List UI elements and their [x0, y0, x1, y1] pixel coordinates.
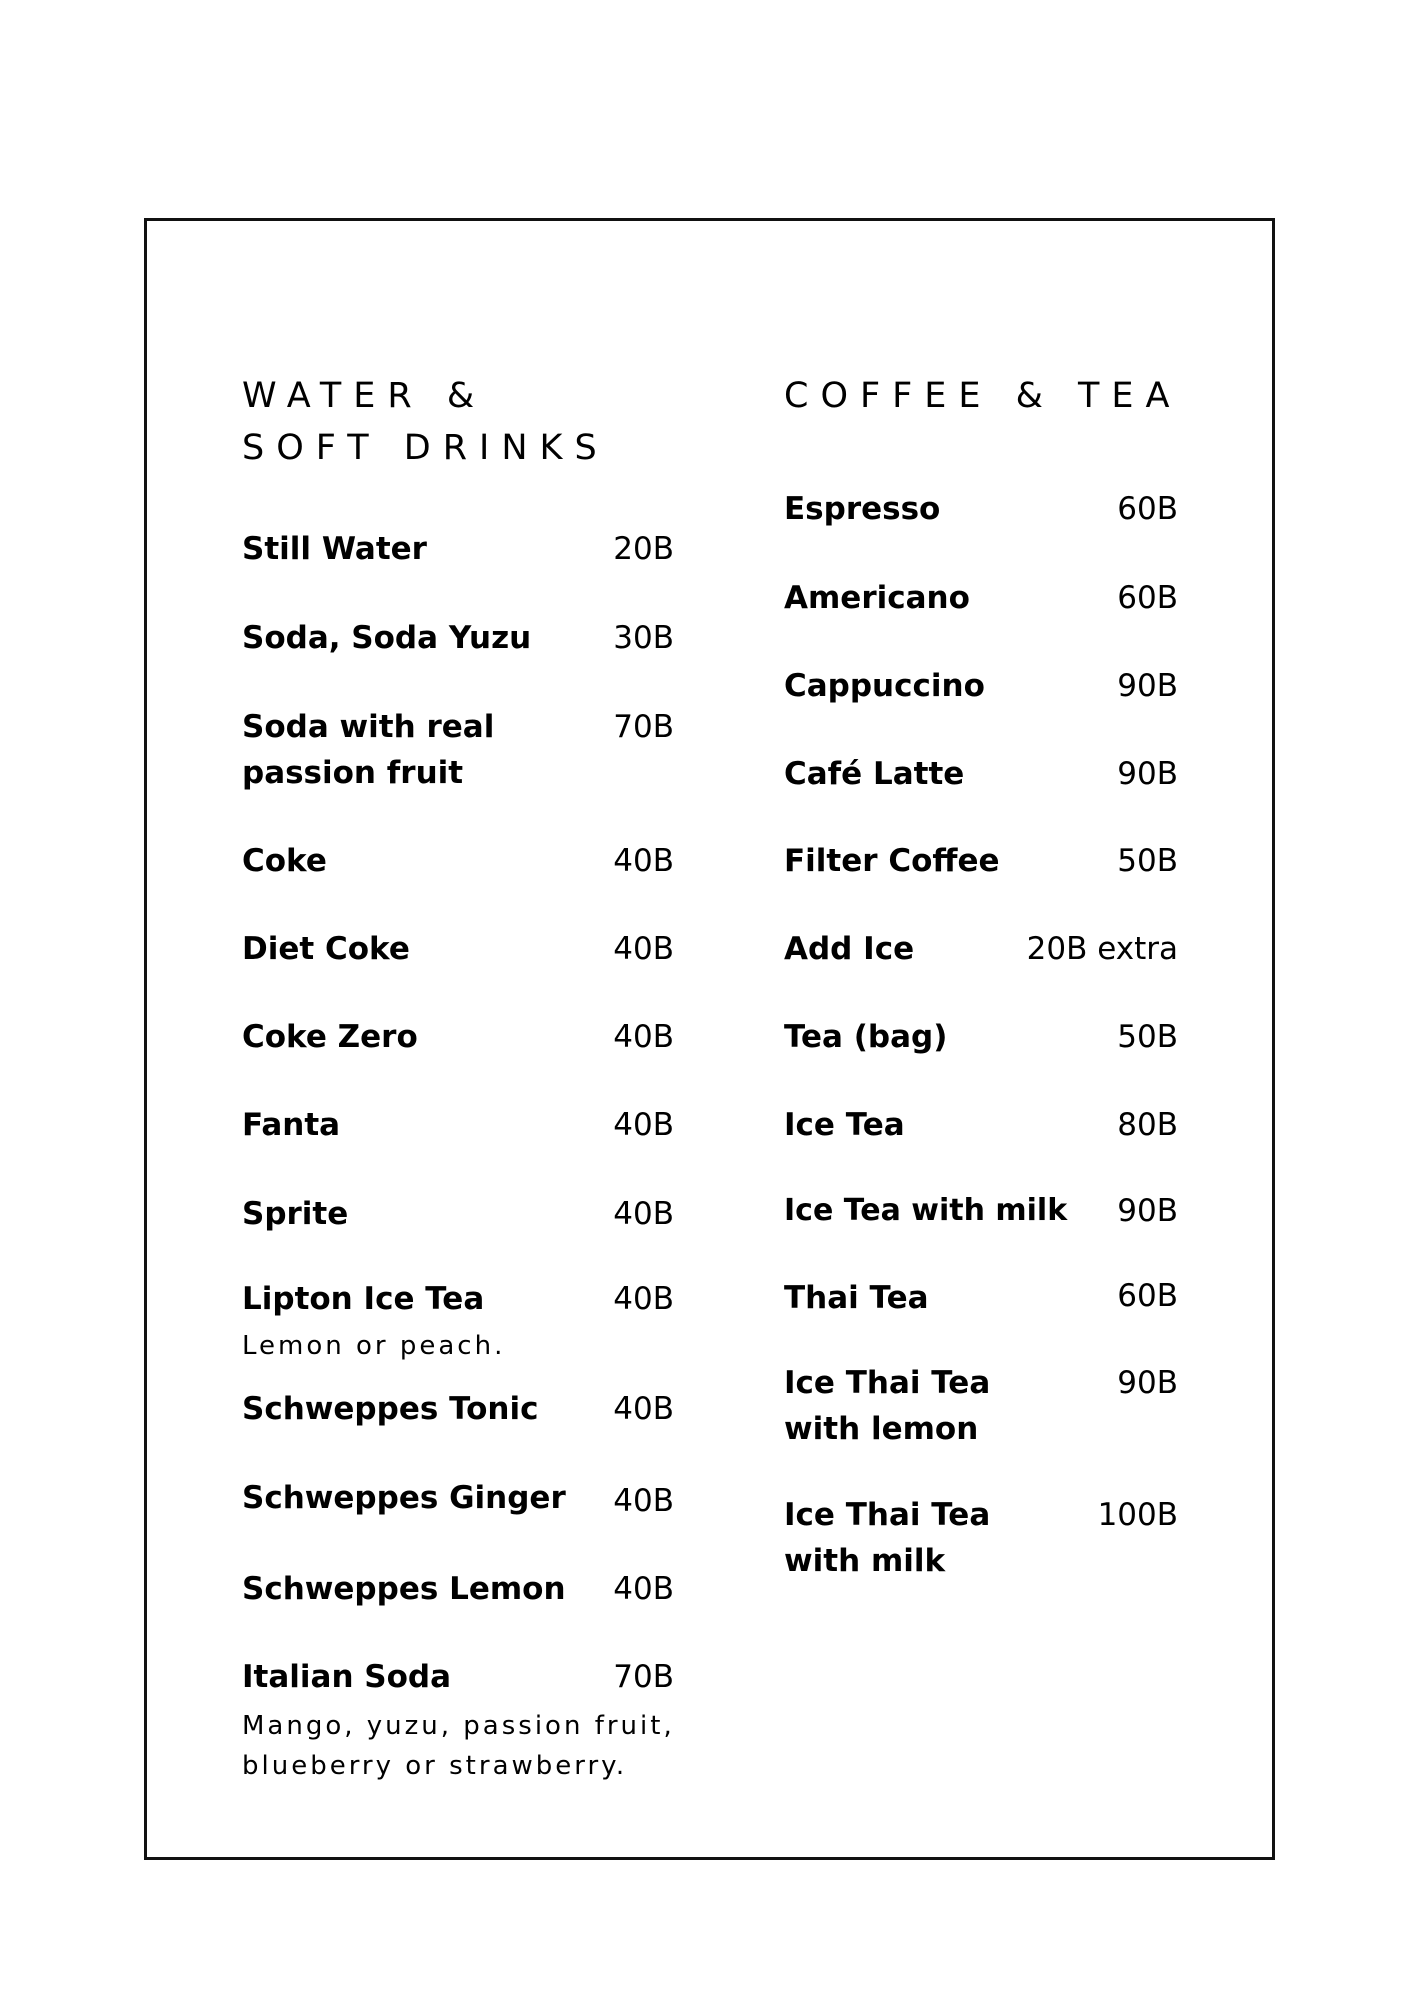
menu-item-name: Coke Zero — [242, 1019, 418, 1055]
menu-item-name: Schweppes Tonic — [242, 1391, 539, 1427]
menu-item-price: 90B — [1117, 1365, 1178, 1401]
menu-item-name: Soda, Soda Yuzu — [242, 620, 532, 656]
menu-item-name: Cappuccino — [784, 668, 985, 704]
menu-item-name: Italian Soda — [242, 1659, 452, 1695]
menu-item-name: Americano — [784, 580, 970, 616]
menu-item-price: 40B — [613, 1019, 674, 1055]
menu-item-price: 90B — [1117, 1193, 1178, 1229]
menu-item-price: 40B — [613, 931, 674, 967]
menu-item-name: Fanta — [242, 1107, 341, 1143]
menu-item-price: 60B — [1117, 491, 1178, 527]
menu-item-price: 80B — [1117, 1107, 1178, 1143]
menu-item-name: Coke — [242, 843, 327, 879]
menu-item-price: 40B — [613, 1107, 674, 1143]
menu-item-price: 40B — [613, 1571, 674, 1607]
menu-item-price: 30B — [613, 620, 674, 656]
menu-item-note: Mango, yuzu, passion fruit, blueberry or strawberry. — [242, 1711, 675, 1781]
menu-item-name: Schweppes Lemon — [242, 1571, 566, 1607]
menu-item-price: 60B — [1117, 580, 1178, 616]
menu-item-price: 40B — [613, 1483, 674, 1519]
menu-item-note: Lemon or peach. — [242, 1331, 506, 1361]
menu-item-price: 20B extra — [1026, 931, 1178, 967]
menu-item-price: 50B — [1117, 843, 1178, 879]
menu-item-name: Ice Tea with milk — [784, 1193, 1068, 1228]
section-title-coffee-tea: COFFEE & TEA — [784, 376, 1182, 416]
menu-item-name: Ice Tea — [784, 1107, 905, 1143]
menu-item-price: 70B — [613, 1659, 674, 1695]
menu-item-name: Diet Coke — [242, 931, 410, 967]
menu-item-price: 20B — [613, 531, 674, 567]
menu-item-price: 40B — [613, 1281, 674, 1317]
menu-item-price: 40B — [613, 1196, 674, 1232]
menu-item-name: Sprite — [242, 1196, 349, 1232]
menu-item-name: Soda with real passion fruit — [242, 709, 495, 791]
menu-item-name: Café Latte — [784, 756, 965, 792]
menu-item-price: 40B — [613, 1391, 674, 1427]
menu-item-name: Still Water — [242, 531, 427, 567]
menu-item-name: Ice Thai Tea with lemon — [784, 1365, 991, 1447]
menu-item-name: Tea (bag) — [784, 1019, 948, 1055]
menu-item-price: 40B — [613, 843, 674, 879]
menu-item-price: 50B — [1117, 1019, 1178, 1055]
menu-item-name: Lipton Ice Tea — [242, 1281, 485, 1317]
menu-item-price: 60B — [1117, 1278, 1178, 1314]
menu-item-price: 90B — [1117, 756, 1178, 792]
menu-item-name: Ice Thai Tea with milk — [784, 1497, 991, 1579]
menu-item-price: 70B — [613, 709, 674, 745]
menu-item-price: 90B — [1117, 668, 1178, 704]
menu-item-name: Add Ice — [784, 931, 915, 967]
menu-item-price: 100B — [1097, 1497, 1178, 1533]
section-title-water-soft-drinks: WATER & SOFT DRINKS — [242, 376, 609, 468]
menu-item-name: Espresso — [784, 491, 941, 527]
menu-item-name: Thai Tea — [784, 1280, 929, 1316]
menu-item-name: Schweppes Ginger — [242, 1480, 566, 1516]
menu-item-name: Filter Coffee — [784, 843, 1000, 879]
